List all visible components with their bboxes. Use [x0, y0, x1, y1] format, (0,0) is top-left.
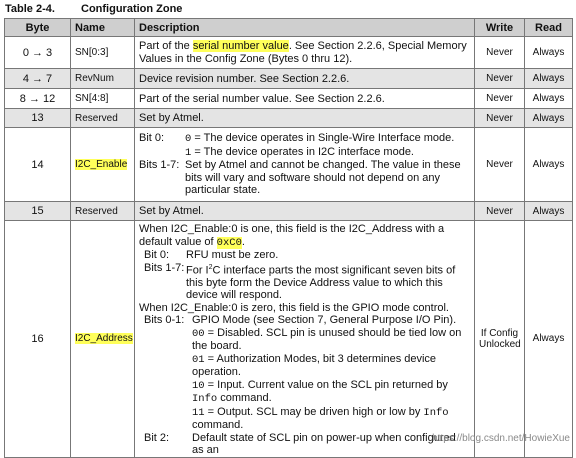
byte-cell: 0 → 3 [5, 37, 71, 69]
watermark: https://blog.csdn.net/HowieXue [432, 433, 570, 444]
write-cell: Never [475, 69, 525, 89]
bit-text: C interface parts the most significant seven bits of this byte form the Device Address value to which this device will respond. [186, 264, 455, 301]
code-value: 01 [192, 354, 205, 366]
read-cell: Always [525, 37, 573, 69]
table-row [5, 128, 573, 202]
header-read: Read [525, 19, 573, 37]
header-write: Write [475, 19, 525, 37]
name-cell [71, 221, 135, 458]
read-cell: Always [525, 89, 573, 109]
mode-item [192, 379, 470, 406]
header-row [5, 19, 573, 37]
bit-text: = The device operates in I2C interface mode. [191, 146, 414, 158]
bit-row [139, 432, 470, 457]
byte-cell: 16 [5, 221, 71, 458]
bit-key: Bit 0: [139, 132, 185, 159]
table-row [5, 69, 573, 89]
byte-cell: 13 [5, 109, 71, 128]
read-cell: Always [525, 69, 573, 89]
bit-value [185, 132, 470, 159]
bit-key: Bit 0: [144, 249, 186, 262]
table-row [5, 37, 573, 69]
desc-paragraph [139, 223, 470, 249]
mode-text: = Authorization Modes, bit 3 determines device operation. [192, 353, 436, 379]
code-value: Info [423, 407, 448, 419]
mode-item [192, 327, 470, 353]
code-value: 00 [192, 328, 205, 340]
configuration-zone-table [4, 18, 573, 458]
bit-row [139, 249, 470, 262]
bit-row [139, 159, 470, 197]
highlighted-name: I2C_Enable [75, 159, 127, 170]
table-row [5, 202, 573, 221]
write-cell: Never [475, 109, 525, 128]
name-cell [71, 128, 135, 202]
desc-text: . [242, 236, 245, 248]
description-cell: Set by Atmel. [135, 202, 475, 221]
description-cell [135, 128, 475, 202]
description-cell [135, 221, 475, 458]
mode-item [192, 353, 470, 379]
bit-key: Bits 0-1: [144, 314, 192, 327]
description-cell: Part of the serial number value. See Section 2.2.6. [135, 89, 475, 109]
byte-cell: 15 [5, 202, 71, 221]
mode-text: = Input. Current value on the SCL pin returned by [205, 379, 448, 391]
name-cell: SN[0:3] [71, 37, 135, 69]
name-cell: SN[4:8] [71, 89, 135, 109]
description-cell: Set by Atmel. [135, 109, 475, 128]
bit-value: GPIO Mode (see Section 7, General Purpose I/O Pin). [192, 314, 470, 327]
table-row [5, 89, 573, 109]
bit-text: For I [186, 264, 209, 276]
byte-cell: 14 [5, 128, 71, 202]
name-cell: Reserved [71, 109, 135, 128]
code-value: 10 [192, 380, 205, 392]
desc-paragraph: When I2C_Enable:0 is zero, this field is the GPIO mode control. [139, 302, 470, 315]
bit-row [139, 262, 470, 302]
byte-cell: 4 → 7 [5, 69, 71, 89]
name-cell: Reserved [71, 202, 135, 221]
bit-value: RFU must be zero. [186, 249, 470, 262]
write-cell: Never [475, 89, 525, 109]
read-cell: Always [525, 202, 573, 221]
mode-text: command. [217, 392, 271, 404]
bit-key: Bits 1-7: [144, 262, 186, 302]
table-row [5, 109, 573, 128]
bit-value: Set by Atmel and cannot be changed. The value in these bits will vary and software should not depend on any particular state. [185, 159, 470, 197]
description-cell: Device revision number. See Section 2.2.6. [135, 69, 475, 89]
superscript: 2 [209, 264, 213, 271]
code-value: 1 [185, 147, 191, 159]
name-cell: RevNum [71, 69, 135, 89]
byte-cell: 8 → 12 [5, 89, 71, 109]
read-cell: Always [525, 221, 573, 458]
bit-key: Bit 2: [144, 432, 192, 457]
header-description: Description [135, 19, 475, 37]
table-row [5, 221, 573, 458]
read-cell: Always [525, 109, 573, 128]
code-value: 0 [185, 133, 191, 145]
desc-text: When I2C_Enable:0 is one, this field is the I2C_Address with a default value of [139, 223, 444, 248]
mode-text: = Disabled. SCL pin is unused should be tied low on the board. [192, 327, 461, 353]
desc-text: . See Section 2.2.6, Special Memory Values in the Config Zone (Bytes 0 thru 12). [139, 40, 467, 65]
highlighted-text: serial number value [193, 40, 289, 52]
desc-text: Part of the [139, 40, 193, 52]
table-caption [5, 3, 182, 15]
write-cell: If Config Unlocked [475, 221, 525, 458]
mode-item [192, 406, 470, 432]
read-cell: Always [525, 128, 573, 202]
bit-row [139, 314, 470, 327]
code-value: Info [192, 393, 217, 405]
mode-text: command. [192, 419, 243, 431]
bit-value [186, 262, 470, 302]
bit-key: Bits 1-7: [139, 159, 185, 197]
table-title: Configuration Zone [81, 3, 182, 15]
bit-text: = The device operates in Single-Wire Interface mode. [191, 132, 454, 144]
write-cell: Never [475, 37, 525, 69]
bit-row [139, 132, 470, 159]
header-name: Name [71, 19, 135, 37]
code-value: 11 [192, 407, 205, 419]
header-byte: Byte [5, 19, 71, 37]
mode-text: = Output. SCL may be driven high or low by [205, 406, 424, 418]
highlighted-name: I2C_Address [75, 333, 133, 344]
description-cell [135, 37, 475, 69]
table-number: Table 2-4. [5, 3, 81, 15]
highlighted-code: 0xC0 [217, 237, 242, 249]
mode-list [139, 327, 470, 432]
write-cell: Never [475, 202, 525, 221]
write-cell: Never [475, 128, 525, 202]
bit-value: Default state of SCL pin on power-up when configured as an [192, 432, 470, 457]
